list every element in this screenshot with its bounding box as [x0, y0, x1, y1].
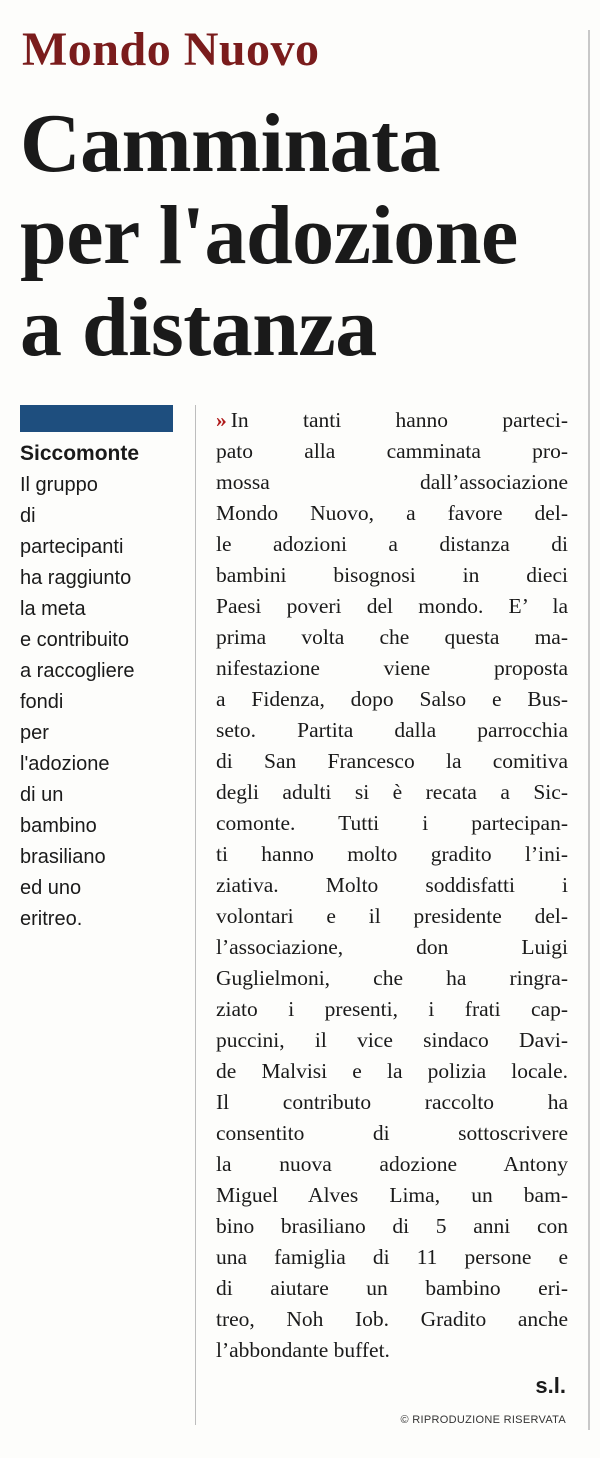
sidebar-color-bar — [20, 405, 173, 432]
sidebar-line: ha raggiunto — [20, 567, 132, 589]
sidebar-line: partecipanti — [20, 536, 124, 558]
body-line: ziato i presenti, i frati cap- — [216, 997, 568, 1021]
body-line: le adozioni a distanza di — [216, 532, 568, 556]
body-line: di San Francesco la comitiva — [216, 749, 568, 773]
body-line: Guglielmoni, che ha ringra- — [216, 966, 568, 990]
sidebar-line: di — [20, 505, 36, 527]
sidebar-line: ed uno — [20, 877, 82, 899]
body-line: di aiutare un bambino eri- — [216, 1276, 568, 1300]
body-line: a Fidenza, dopo Salso e Bus- — [216, 687, 568, 711]
body-line: comonte. Tutti i partecipan- — [216, 811, 568, 835]
sidebar-line: Il gruppo — [20, 474, 98, 496]
headline-line: Camminata — [20, 97, 441, 190]
body-line: l’associazione, don Luigi — [216, 935, 568, 959]
body-line: puccini, il vice sindaco Davi- — [216, 1028, 568, 1052]
body-line: una famiglia di 11 persone e — [216, 1245, 568, 1269]
body-line: de Malvisi e la polizia locale. — [216, 1059, 568, 1083]
sidebar-line: bambino — [20, 815, 97, 837]
article-body — [216, 405, 568, 1366]
body-line: volontari e il presidente del- — [216, 904, 568, 928]
body-line: la nuova adozione Antony — [216, 1152, 568, 1176]
headline-line: per l'adozione — [20, 189, 518, 282]
body-line: degli adulti si è recata a Sic- — [216, 780, 568, 804]
body-line: Miguel Alves Lima, un bam- — [216, 1183, 568, 1207]
sidebar-line: brasiliano — [20, 846, 106, 868]
body-line: seto. Partita dalla parrocchia — [216, 718, 568, 742]
page-right-rule — [588, 30, 590, 1430]
body-line: mossa dall’associazione — [216, 470, 568, 494]
sidebar-line: di un — [20, 784, 64, 806]
sidebar-line: fondi — [20, 691, 64, 713]
sidebar-line: a raccogliere — [20, 660, 135, 682]
body-line: Mondo Nuovo, a favore del- — [216, 501, 568, 525]
sidebar-text — [20, 470, 188, 935]
body-line: nifestazione viene proposta — [216, 656, 568, 680]
body-line: bambini bisognosi in dieci — [216, 563, 568, 587]
body-line: prima volta che questa ma- — [216, 625, 568, 649]
body-line: l’abbondante buffet. — [216, 1338, 390, 1362]
author-signature: s.l. — [535, 1373, 566, 1398]
sidebar-line: la meta — [20, 598, 86, 620]
column-divider — [195, 405, 196, 1425]
sidebar-line: eritreo. — [20, 908, 83, 930]
body-line: ti hanno molto gradito l’ini- — [216, 842, 568, 866]
sidebar-location: Siccomonte — [20, 442, 140, 465]
body-line: treo, Noh Iob. Gradito anche — [216, 1307, 568, 1331]
sidebar-line: per — [20, 722, 49, 744]
sidebar-line: e contribuito — [20, 629, 129, 651]
body-line: Il contributo raccolto ha — [216, 1090, 568, 1114]
body-line — [216, 405, 568, 436]
body-line: Paesi poveri del mondo. E’ la — [216, 594, 568, 618]
body-line: consentito di sottoscrivere — [216, 1121, 568, 1145]
sidebar-summary — [20, 438, 188, 935]
headline-line: a distanza — [20, 281, 377, 374]
article-paragraph — [216, 405, 568, 1366]
kicker: Mondo Nuovo — [22, 23, 320, 76]
body-line: bino brasiliano di 5 anni con — [216, 1214, 568, 1238]
body-line: pato alla camminata pro- — [216, 439, 568, 463]
copyright-notice: © RIPRODUZIONE RISERVATA — [400, 1414, 566, 1426]
sidebar-line: l'adozione — [20, 753, 110, 775]
headline — [20, 98, 586, 374]
body-line: ziativa. Molto soddisfatti i — [216, 873, 568, 897]
body-line-text: In tanti hanno parteci- — [230, 408, 568, 432]
quote-mark-icon: » — [216, 408, 225, 432]
